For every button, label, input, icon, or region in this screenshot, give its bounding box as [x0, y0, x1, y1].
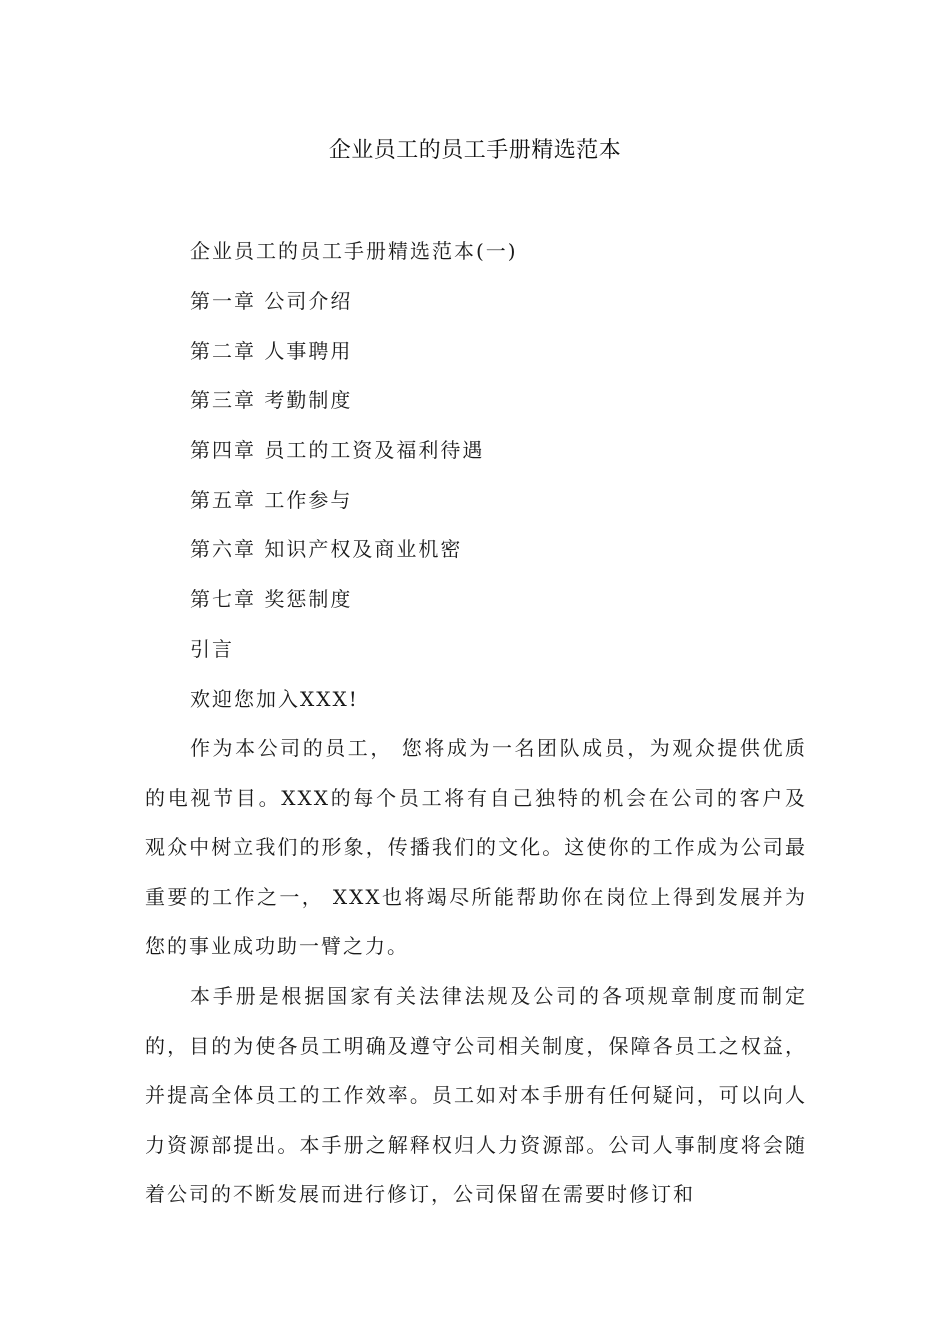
body-paragraph: 作为本公司的员工， 您将成为一名团队成员，为观众提供优质的电视节目。XXX的每个员工将有自己独特的机会在公司的客户及观众中树立我们的形象，传播我们的文化。这使你的工作成为公司最重要的工作之一， XXX也将竭尽所能帮助你在岗位上得到发展并为您的事业成功助一臂之力。 — [145, 736, 807, 959]
welcome-line: 欢迎您加入XXX! — [190, 687, 359, 711]
intro-heading: 引言 — [190, 637, 234, 661]
body-paragraph: 本手册是根据国家有关法律法规及公司的各项规章制度而制定的，目的为使各员工明确及遵守公司相关制度，保障各员工之权益，并提高全体员工的工作效率。员工如对本手册有任何疑问，可以向人力资源部提出。本手册之解释权归人力资源部。公司人事制度将会随着公司的不断发展而进行修订，公司保留在需要时修订和 — [145, 984, 807, 1207]
document-subtitle: 企业员工的员工手册精选范本(一) — [190, 239, 518, 263]
toc-item-chapter-3: 第三章 考勤制度 — [190, 388, 353, 412]
toc-item-chapter-1: 第一章 公司介绍 — [190, 289, 353, 313]
toc-item-chapter-6: 第六章 知识产权及商业机密 — [190, 537, 463, 561]
toc-item-chapter-4: 第四章 员工的工资及福利待遇 — [190, 438, 485, 462]
toc-item-chapter-2: 第二章 人事聘用 — [190, 339, 353, 363]
toc-item-chapter-5: 第五章 工作参与 — [190, 488, 353, 512]
toc-item-chapter-7: 第七章 奖惩制度 — [190, 587, 353, 611]
document-title: 企业员工的员工手册精选范本 — [328, 138, 622, 163]
